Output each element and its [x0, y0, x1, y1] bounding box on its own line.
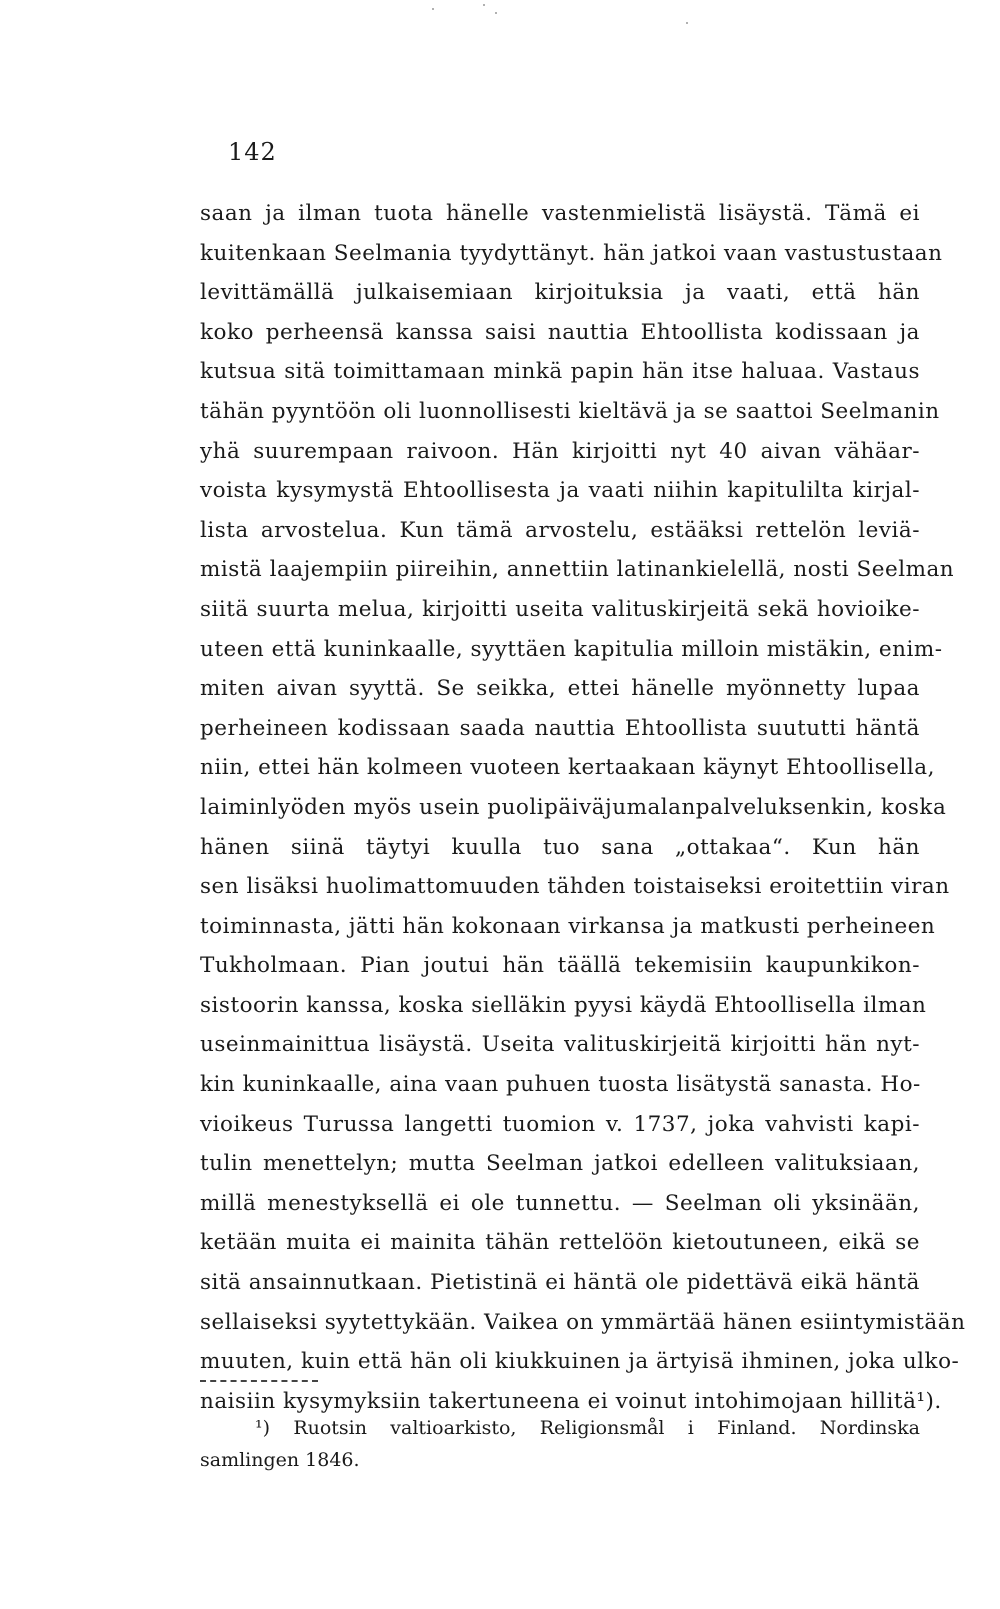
text-line: lista arvostelua. Kun tämä arvostelu, estääksi rettelön leviä- — [200, 517, 920, 543]
text-line: perheineen kodissaan saada nauttia Ehtoollista suututti häntä — [200, 715, 920, 741]
text-line: mistä laajempiin piireihin, annettiin latinankielellä, nosti Seelman — [200, 557, 955, 583]
text-line: hänen siinä täytyi kuulla tuo sana „ottakaa“. Kun hän — [200, 834, 920, 860]
text-line: vioikeus Turussa langetti tuomion v. 1737, joka vahvisti kapi- — [200, 1111, 920, 1137]
text-line: kuitenkaan Seelmania tyydyttänyt. hän jatkoi vaan vastustustaan — [200, 240, 943, 266]
text-line: levittämällä julkaisemiaan kirjoituksia ja vaati, että hän — [200, 280, 920, 306]
text-line: saan ja ilman tuota hänelle vastenmielistä lisäystä. Tämä ei — [200, 201, 920, 226]
footnote-line: ¹) Ruotsin valtioarkisto, Religionsmål i Finland. Nordinska — [255, 1417, 920, 1439]
speck — [686, 22, 688, 24]
text-line: Tukholmaan. Pian joutui hän täällä tekemisiin kaupunkikon- — [200, 953, 920, 979]
text-line: ketään muita ei mainita tähän rettelöön kietoutuneen, eikä se — [200, 1230, 920, 1256]
text-line: voista kysymystä Ehtoollisesta ja vaati niihin kapitulilta kirjal- — [200, 478, 920, 504]
speck — [432, 8, 434, 10]
text-line: kin kuninkaalle, aina vaan puhuen tuosta lisätystä sanasta. Ho- — [200, 1072, 921, 1098]
footnote-line: samlingen 1846. — [200, 1449, 360, 1471]
text-line: sistoorin kanssa, koska sielläkin pyysi käydä Ehtoollisella ilman — [200, 992, 927, 1018]
page-number: 142 — [228, 138, 277, 166]
text-line: miten aivan syyttä. Se seikka, ettei hänelle myönnetty lupaa — [200, 676, 920, 702]
text-line: niin, ettei hän kolmeen vuoteen kertaakaan käynyt Ehtoollisella, — [200, 755, 935, 781]
text-line: sellaiseksi syytettykään. Vaikea on ymmärtää hänen esiintymistään — [200, 1309, 966, 1335]
text-line: koko perheensä kanssa saisi nauttia Ehtoollista kodissaan ja — [200, 319, 920, 345]
text-line: yhä suurempaan raivoon. Hän kirjoitti nyt 40 aivan vähäar- — [200, 438, 920, 464]
text-line: siitä suurta melua, kirjoitti useita valituskirjeitä sekä hovioike- — [200, 596, 920, 622]
footnote — [200, 1412, 920, 1476]
text-line: millä menestyksellä ei ole tunnettu. — Seelman oli yksinään, — [200, 1190, 920, 1216]
text-line: kutsua sitä toimittamaan minkä papin hän itse haluaa. Vastaus — [200, 359, 920, 385]
text-line: muuten, kuin että hän oli kiukkuinen ja ärtyisä ihminen, joka ulko- — [200, 1349, 960, 1375]
paper-specks — [0, 0, 1000, 40]
text-line: tähän pyyntöön oli luonnollisesti kieltävä ja se saattoi Seelmanin — [200, 398, 940, 424]
speck — [495, 12, 497, 14]
text-line: useinmainittua lisäystä. Useita valituskirjeitä kirjoitti hän nyt- — [200, 1032, 920, 1058]
text-line: laiminlyöden myös usein puolipäiväjumalanpalveluksenkin, koska — [200, 794, 947, 820]
text-line: uteen että kuninkaalle, syyttäen kapitulia milloin mistäkin, enim- — [200, 636, 943, 662]
text-line: naisiin kysymyksiin takertuneena ei voinut intohimojaan hillitä¹). — [200, 1388, 942, 1414]
text-line: toiminnasta, jätti hän kokonaan virkansa ja matkusti perheineen — [200, 913, 936, 939]
text-line: sen lisäksi huolimattomuuden tähden toistaiseksi eroitettiin viran — [200, 874, 950, 900]
text-line: sitä ansainnutkaan. Pietistinä ei häntä ole pidettävä eikä häntä — [200, 1270, 920, 1296]
speck — [483, 4, 485, 6]
body-text — [200, 194, 966, 1421]
text-line: tulin menettelyn; mutta Seelman jatkoi edelleen valituksiaan, — [200, 1151, 920, 1177]
footnote-divider — [200, 1380, 318, 1382]
